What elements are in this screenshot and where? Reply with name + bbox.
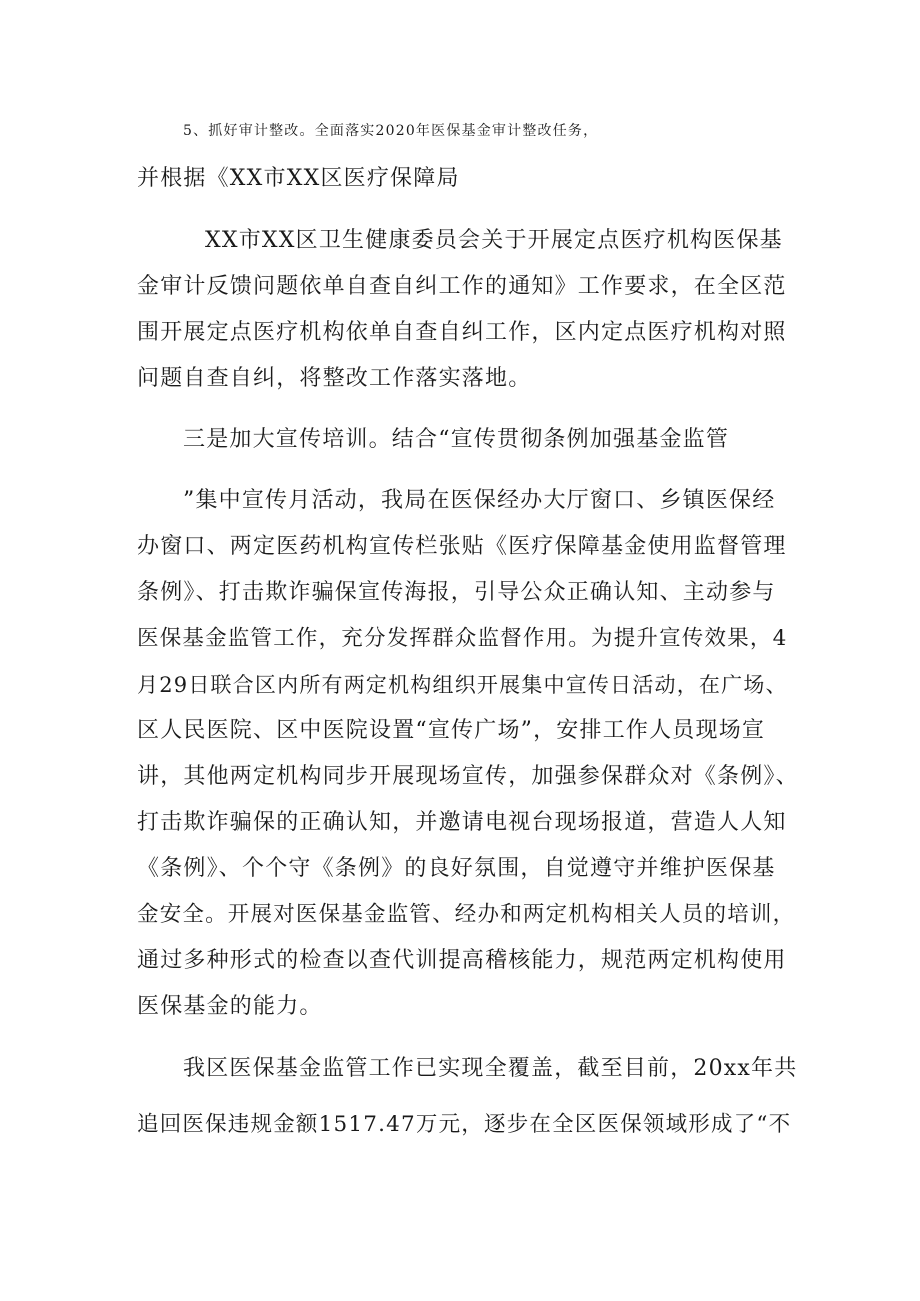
paragraph-summary-line-1: 我区医保基金监管工作已实现全覆盖，截至目前，20xx年共 <box>183 1056 798 1081</box>
paragraph-5-line-2: 并根据《XX市XX区医疗保障局 <box>137 166 460 191</box>
paragraph-3-line-3: 条例》、打击欺诈骗保宣传海报，引导公众正确认知、主动参与 <box>137 580 776 605</box>
paragraph-3-line-9: 《条例》、个个守《条例》的良好氛围，自觉遵守并维护医保基 <box>137 856 776 881</box>
paragraph-3-line-7: 讲，其他两定机构同步开展现场宣传，加强参保群众对《条例》、 <box>137 764 799 789</box>
paragraph-3-line-6: 区人民医院、区中医院设置“宣传广场”，安排工作人员现场宣 <box>137 718 766 743</box>
paragraph-notice-line-4: 问题自查自纠，将整改工作落实落地。 <box>137 366 532 391</box>
paragraph-3-line-5: 月29日联合区内所有两定机构组织开展集中宣传日活动，在广场、 <box>137 673 788 697</box>
paragraph-3-line-11: 通过多种形式的检查以查代训提高稽核能力，规范两定机构使用 <box>137 948 787 973</box>
paragraph-3-line-10: 金安全。开展对医保基金监管、经办和两定机构相关人员的培训， <box>137 902 796 927</box>
paragraph-3-line-8: 打击欺诈骗保的正确认知，并邀请电视台现场报道，营造人人知 <box>137 810 787 835</box>
paragraph-3-heading-line: 三是加大宣传培训。结合“宣传贯彻条例加强基金监管 <box>183 427 730 452</box>
paragraph-5-line-1: 5、抓好审计整改。全面落实2020年医保基金审计整改任务， <box>183 123 599 139</box>
paragraph-3-line-1: ”集中宣传月活动，我局在医保经办大厅窗口、乡镇医保经 <box>183 488 776 513</box>
paragraph-3-line-4: 医保基金监管工作，充分发挥群众监督作用。为提升宣传效果，4 <box>137 626 788 651</box>
paragraph-3-line-2: 办窗口、两定医药机构宣传栏张贴《医疗保障基金使用监督管理 <box>137 534 787 559</box>
paragraph-notice-line-3: 围开展定点医疗机构依单自查自纠工作，区内定点医疗机构对照 <box>137 320 787 345</box>
paragraph-summary-line-2: 追回医保违规金额1517.47万元，逐步在全区医保领域形成了“不 <box>137 1112 792 1137</box>
paragraph-notice-line-2: 金审计反馈问题依单自查自纠工作的通知》工作要求，在全区范 <box>137 274 787 299</box>
paragraph-3-line-12: 医保基金的能力。 <box>137 994 323 1019</box>
paragraph-notice-line-1: XX市XX区卫生健康委员会关于开展定点医疗机构医保基 <box>205 228 783 253</box>
